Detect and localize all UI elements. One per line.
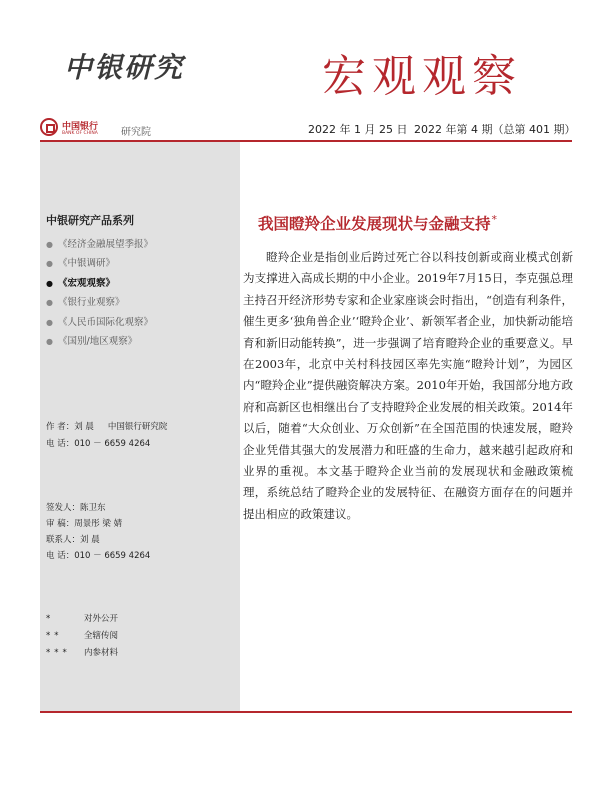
reviewer-names: 周景彤 梁 婧 <box>74 519 123 529</box>
publication-title: 宏观观察 <box>322 51 522 102</box>
legend-row <box>46 646 118 658</box>
reviewer-label: 审 稿： <box>46 519 75 529</box>
legend-row <box>46 629 118 641</box>
bank-emblem-icon <box>40 118 58 136</box>
bullet-icon: ● <box>46 240 53 249</box>
bullet-icon: ● <box>46 259 53 269</box>
series-item-label: 《宏观观察》 <box>58 277 116 289</box>
institute-label: 研究院 <box>121 127 151 138</box>
series-item[interactable] <box>46 314 153 333</box>
author-org: 中国银行研究院 <box>107 422 168 432</box>
series-item-label: 《人民币国际化观察》 <box>58 316 154 328</box>
bank-logo <box>40 118 114 140</box>
signer-name: 陈卫东 <box>80 503 106 513</box>
series-item[interactable] <box>46 333 153 352</box>
issue-date: 2022 年 1 月 25 日 <box>308 123 408 136</box>
phone2-label: 电 话： <box>46 551 75 561</box>
legend-label: 全辖传阅 <box>84 631 119 641</box>
series-item[interactable] <box>46 255 153 274</box>
series-item-label: 《经济金融展望季报》 <box>58 239 154 250</box>
issue-number: 2022 年第 4 期（总第 401 期） <box>414 123 576 136</box>
liaison-label: 联系人： <box>46 535 81 545</box>
author-label: 作 者： <box>46 422 75 432</box>
legend-label: 对外公开 <box>84 614 119 624</box>
liaison-name: 刘 晨 <box>80 535 100 545</box>
series-title: 中银研究产品系列 <box>46 214 134 227</box>
author-name: 刘 晨 <box>74 422 94 432</box>
brand-logo: 中银研究 <box>64 51 185 84</box>
series-item-label: 《银行业观察》 <box>58 297 125 309</box>
phone-label: 电 话： <box>46 439 75 449</box>
signer-label: 签发人： <box>46 503 81 513</box>
legend-stars: * <box>46 614 55 624</box>
phone-number: 010 － 6659 4264 <box>74 439 151 449</box>
bottom-divider <box>40 711 572 713</box>
signer-row <box>46 501 106 513</box>
phone-row <box>46 437 150 449</box>
footnote-mark: * <box>491 212 498 226</box>
series-item[interactable] <box>46 236 153 255</box>
bullet-icon: ● <box>46 317 53 327</box>
article-body: 瞪羚企业是指创业后跨过死亡谷以科技创新或商业模式创新为支撑进入高成长期的中小企业。2019年7月15日，李克强总理主持召开经济形势专家和企业家座谈会时指出，“创造有利条件，催生更多‘独角兽企业’‘瞪羚企业’、新领军者企业，加快新动能培育和新旧动能转换”，进一步强调了培育瞪羚企业的重要意义。早在2003年，北京中关村科技园区率先实施“瞪羚计划”，为园区内“瞪羚企业”提供融资解决方案。2010年开始，我国部分地方政府和高新区也相继出台了支持瞪羚企业发展的相关政策。2014年以后，随着“大众创业、万众创新”在全国范围的快速发展，瞪羚企业凭借其强大的发展潜力和旺盛的生命力，越来越引起政府和业界的重视。本文基于瞪羚企业当前的发展现状和金融政策梳理，系统总结了瞪羚企业的发展特征、在融资方面存在的问题并提出相应的政策建议。 <box>243 250 573 521</box>
bullet-icon: ● <box>46 336 53 346</box>
phone2-row <box>46 549 150 561</box>
legend-label: 内参材料 <box>84 648 119 658</box>
series-item[interactable] <box>46 294 153 313</box>
bullet-icon: ● <box>46 298 53 308</box>
legend-stars: *** <box>46 648 71 658</box>
article-title <box>258 212 497 234</box>
legend-row <box>46 612 118 624</box>
series-item-active[interactable] <box>46 275 153 294</box>
series-list <box>46 236 153 352</box>
bullet-icon: ● <box>46 278 53 288</box>
phone2-number: 010 － 6659 4264 <box>74 551 151 561</box>
reviewer-row <box>46 517 122 529</box>
bank-name-cn: 中国银行 <box>62 122 99 132</box>
legend-stars: ** <box>46 631 63 641</box>
series-item-label: 《中银调研》 <box>58 258 116 270</box>
bank-name-en: BANK OF CHINA <box>62 131 98 136</box>
article-title-text: 我国瞪羚企业发展现状与金融支持 <box>258 215 491 233</box>
series-item-label: 《国别/地区观察》 <box>58 335 138 347</box>
author-row <box>46 420 167 432</box>
liaison-row <box>46 533 100 545</box>
